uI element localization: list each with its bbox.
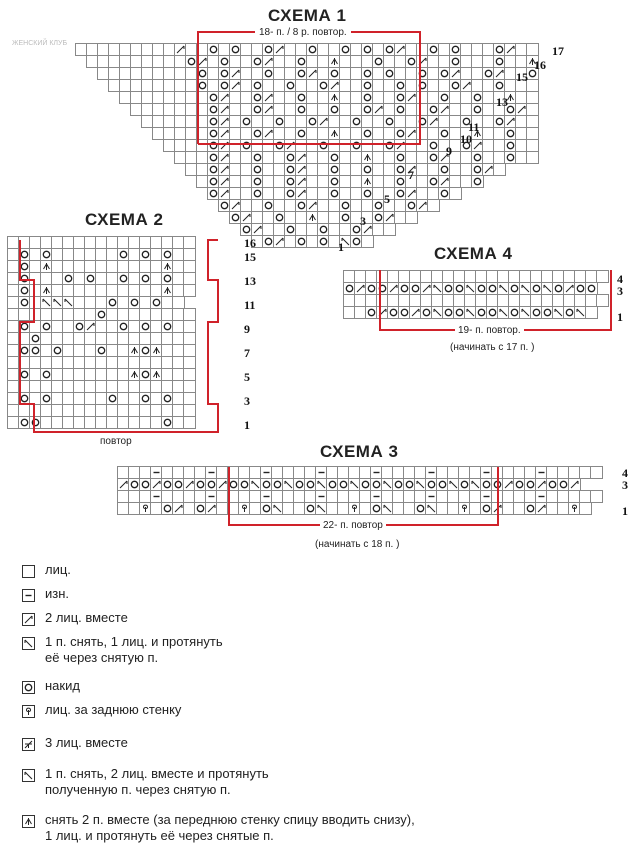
legend-text: изн. [45, 586, 70, 601]
scheme2-chart [8, 237, 195, 429]
legend-text: 3 лиц. вместе [45, 735, 128, 750]
scheme2-repeat-note: повтор [100, 436, 132, 447]
row-number: 5 [384, 192, 390, 206]
legend-item [22, 610, 128, 626]
legend-item [22, 812, 415, 844]
row-number: 4 [622, 466, 628, 480]
twisted-knit-icon [22, 705, 35, 718]
legend-item [22, 735, 128, 751]
scheme1-repeat-note: 18- п. / 8 р. повтор. [255, 27, 351, 38]
row-number: 1 [338, 240, 344, 254]
row-number: 10 [460, 132, 472, 146]
grid-spacer [527, 164, 539, 176]
legend-text: лиц. [45, 562, 71, 577]
legend-text: 1 п. снять, 2 лиц. вместе и протянуть полученную п. через снятую п. [45, 766, 269, 797]
row-number: 3 [617, 284, 623, 298]
row-number: 4 [617, 272, 623, 286]
knit-icon [22, 565, 35, 578]
ssk-icon [22, 637, 35, 650]
scheme3-start-note: (начинать с 18 п. ) [315, 539, 400, 550]
legend-item [22, 634, 223, 666]
legend-text: 1 п. снять, 1 лиц. и протянуть её через снятую п. [45, 634, 223, 665]
grid-spacer [527, 224, 539, 236]
row-number: 7 [244, 346, 250, 360]
knit-stitch-cell [183, 416, 196, 429]
row-number: 15 [244, 250, 256, 264]
scheme2-title: СХЕМА 2 [85, 210, 164, 229]
row-number: 9 [244, 322, 250, 336]
row-number: 3 [360, 214, 366, 228]
yarn-over-icon [22, 681, 35, 694]
row-number: 5 [244, 370, 250, 384]
grid-spacer [597, 307, 609, 319]
legend-item [22, 678, 80, 694]
legend-item [22, 702, 181, 718]
row-number: 17 [552, 44, 564, 58]
legend-text: накид [45, 678, 80, 693]
row-number: 15 [516, 70, 528, 84]
cdd-icon [22, 815, 35, 828]
scheme4-title: СХЕМА 4 [434, 244, 513, 263]
row-number: 11 [468, 120, 480, 134]
row-number: 9 [446, 144, 452, 158]
legend-text: лиц. за заднюю стенку [45, 702, 182, 717]
row-number: 3 [244, 394, 250, 408]
row-number: 13 [496, 95, 508, 109]
scheme3-repeat-note: 22- п. повтор [320, 520, 386, 531]
grid-spacer [527, 212, 539, 224]
knit-stitch-cell [590, 466, 603, 479]
row-number: 3 [622, 478, 628, 492]
row-number: 16 [244, 236, 256, 250]
row-number: 1 [622, 504, 628, 518]
watermark: ЖЕНСКИЙ КЛУБ [12, 40, 68, 47]
row-number: 1 [617, 310, 623, 324]
legend-text: 2 лиц. вместе [45, 610, 128, 625]
grid-spacer [527, 176, 539, 188]
k2tog-icon [22, 613, 35, 626]
grid-spacer [527, 200, 539, 212]
k3tog-icon [22, 738, 35, 751]
row-number: 1 [244, 418, 250, 432]
legend-text: снять 2 п. вместе (за переднюю стенку спицу вводить снизу), 1 лиц. и протянуть её через снятые п. [45, 812, 415, 843]
grid-spacer [527, 236, 539, 248]
scheme4-start-note: (начинать с 17 п. ) [450, 342, 535, 353]
grid-spacer [527, 188, 539, 200]
legend-item [22, 766, 269, 798]
purl-icon [22, 589, 35, 602]
sk2p-icon [22, 769, 35, 782]
legend-item [22, 562, 71, 578]
knit-stitch-cell [526, 151, 539, 164]
grid-spacer [591, 503, 603, 515]
row-number: 7 [408, 168, 414, 182]
scheme4-repeat-note: 19- п. повтор. [455, 325, 524, 336]
scheme3-chart [118, 467, 602, 515]
scheme4-chart [344, 271, 608, 319]
scheme3-title: СХЕМА 3 [320, 442, 399, 461]
row-number: 16 [534, 58, 546, 72]
row-number: 13 [244, 274, 256, 288]
row-number: 11 [244, 298, 256, 312]
scheme1-title: СХЕМА 1 [268, 6, 347, 25]
legend-item [22, 586, 69, 602]
